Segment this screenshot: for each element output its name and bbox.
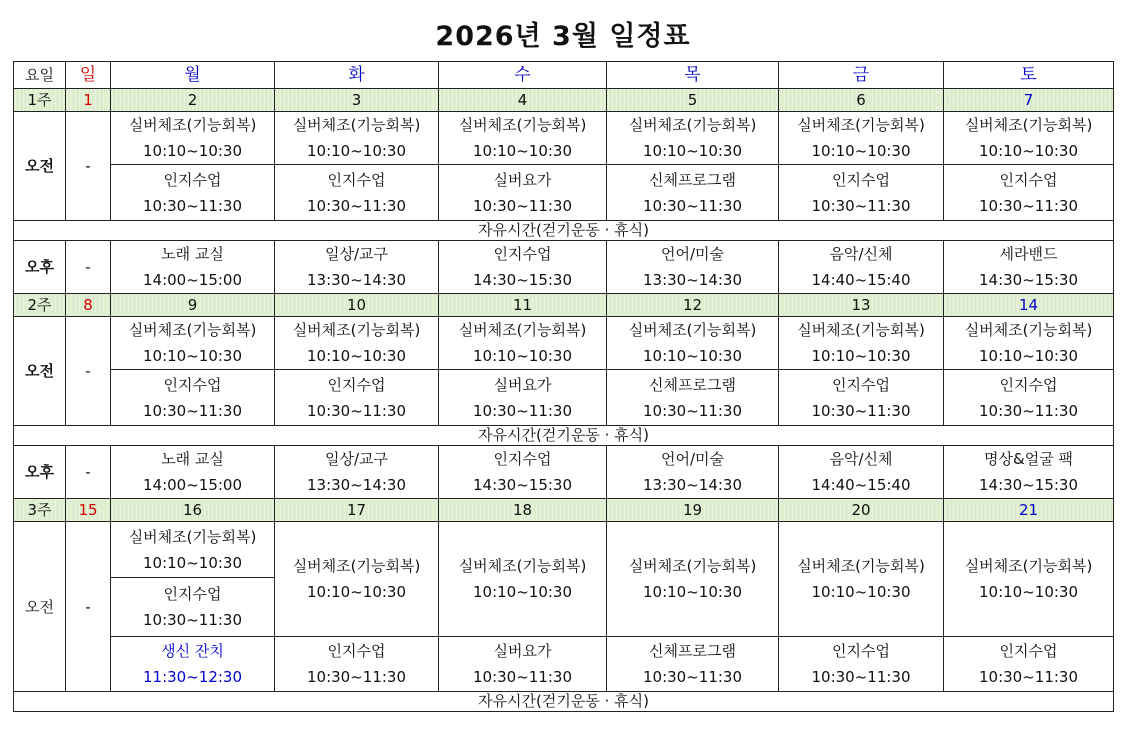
activity-cell: 세라밴드 14:30~15:30 — [944, 241, 1114, 294]
week-label: 3주 — [14, 499, 66, 522]
activity-cell: 인지수업 10:30~11:30 — [944, 165, 1114, 221]
free-time-row — [14, 692, 1114, 712]
activity-cell: 인지수업 10:30~11:30 — [275, 165, 439, 221]
date-cell: 9 — [111, 294, 275, 317]
free-time-label: 자유시간(걷기운동 · 휴식) — [14, 692, 1114, 712]
activity-cell: 실버체조(기능회복) 10:10~10:30 — [779, 317, 944, 370]
date-cell: 16 — [111, 499, 275, 522]
activity-cell: 실버체조(기능회복) 10:10~10:30 — [944, 317, 1114, 370]
activity-cell: 실버체조(기능회복) 10:10~10:30 — [275, 112, 439, 165]
activity-cell: 인지수업 10:30~11:30 — [944, 370, 1114, 426]
pm-row — [14, 446, 1114, 499]
pm-row — [14, 241, 1114, 294]
am-row-1 — [14, 522, 1114, 578]
activity-cell: 인지수업 10:30~11:30 — [111, 165, 275, 221]
date-cell: 10 — [275, 294, 439, 317]
free-time-label: 자유시간(걷기운동 · 휴식) — [14, 426, 1114, 446]
sunday-dash: - — [66, 446, 111, 499]
activity-cell: 실버요가 10:30~11:30 — [439, 637, 607, 692]
free-time-row — [14, 426, 1114, 446]
day-tue: 화 — [275, 62, 439, 89]
week-row — [14, 499, 1114, 522]
am-label: 오전 — [14, 317, 66, 426]
activity-cell: 인지수업 10:30~11:30 — [779, 165, 944, 221]
activity-cell: 실버요가 10:30~11:30 — [439, 370, 607, 426]
activity-cell: 실버체조(기능회복) 10:10~10:30 — [439, 522, 607, 637]
date-cell: 7 — [944, 89, 1114, 112]
activity-cell: 실버체조(기능회복) 10:10~10:30 — [275, 522, 439, 637]
sunday-dash: - — [66, 112, 111, 221]
am-row-1 — [14, 317, 1114, 370]
am-row-2 — [14, 370, 1114, 426]
week-label: 2주 — [14, 294, 66, 317]
activity-cell: 실버체조(기능회복) 10:10~10:30 — [111, 522, 275, 578]
activity-cell: 인지수업 14:30~15:30 — [439, 241, 607, 294]
day-thu: 목 — [607, 62, 779, 89]
week-label: 1주 — [14, 89, 66, 112]
day-sat: 토 — [944, 62, 1114, 89]
activity-cell: 실버체조(기능회복) 10:10~10:30 — [439, 317, 607, 370]
am-label: 오전 — [14, 522, 66, 692]
date-cell: 21 — [944, 499, 1114, 522]
activity-cell: 언어/미술 13:30~14:30 — [607, 241, 779, 294]
date-cell: 4 — [439, 89, 607, 112]
am-row-1 — [14, 112, 1114, 165]
free-time-label: 자유시간(걷기운동 · 휴식) — [14, 221, 1114, 241]
activity-cell: 음악/신체 14:40~15:40 — [779, 241, 944, 294]
activity-cell: 실버체조(기능회복) 10:10~10:30 — [111, 317, 275, 370]
date-cell: 6 — [779, 89, 944, 112]
activity-cell: 인지수업 10:30~11:30 — [779, 370, 944, 426]
activity-cell: 언어/미술 13:30~14:30 — [607, 446, 779, 499]
date-cell: 3 — [275, 89, 439, 112]
activity-cell: 인지수업 10:30~11:30 — [275, 637, 439, 692]
day-sun: 일 — [66, 62, 111, 89]
activity-cell: 실버체조(기능회복) 10:10~10:30 — [944, 112, 1114, 165]
date-cell: 5 — [607, 89, 779, 112]
date-cell: 1 — [66, 89, 111, 112]
birthday-party-cell: 생신 잔치 11:30~12:30 — [111, 637, 275, 692]
activity-cell: 인지수업 10:30~11:30 — [779, 637, 944, 692]
header-row — [14, 62, 1114, 89]
page-title: 2026년 3월 일정표 — [435, 21, 691, 52]
activity-cell: 신체프로그램 10:30~11:30 — [607, 165, 779, 221]
activity-cell: 명상&얼굴 팩 14:30~15:30 — [944, 446, 1114, 499]
activity-cell: 실버체조(기능회복) 10:10~10:30 — [275, 317, 439, 370]
activity-cell: 일상/교구 13:30~14:30 — [275, 446, 439, 499]
activity-cell: 신체프로그램 10:30~11:30 — [607, 637, 779, 692]
sunday-dash: - — [66, 522, 111, 692]
activity-cell: 신체프로그램 10:30~11:30 — [607, 370, 779, 426]
sunday-dash: - — [66, 317, 111, 426]
date-cell: 20 — [779, 499, 944, 522]
activity-cell: 실버체조(기능회복) 10:10~10:30 — [607, 112, 779, 165]
date-cell: 14 — [944, 294, 1114, 317]
date-cell: 8 — [66, 294, 111, 317]
activity-cell: 실버체조(기능회복) 10:10~10:30 — [607, 522, 779, 637]
activity-cell: 실버체조(기능회복) 10:10~10:30 — [779, 112, 944, 165]
header-label: 요일 — [14, 62, 66, 89]
date-cell: 12 — [607, 294, 779, 317]
am-label: 오전 — [14, 112, 66, 221]
free-time-row — [14, 221, 1114, 241]
activity-cell: 인지수업 10:30~11:30 — [111, 370, 275, 426]
date-cell: 13 — [779, 294, 944, 317]
activity-cell: 실버체조(기능회복) 10:10~10:30 — [944, 522, 1114, 637]
date-cell: 11 — [439, 294, 607, 317]
day-mon: 월 — [111, 62, 275, 89]
activity-cell: 실버체조(기능회복) 10:10~10:30 — [779, 522, 944, 637]
activity-cell: 실버체조(기능회복) 10:10~10:30 — [607, 317, 779, 370]
activity-cell: 일상/교구 13:30~14:30 — [275, 241, 439, 294]
week-row — [14, 294, 1114, 317]
date-cell: 2 — [111, 89, 275, 112]
sunday-dash: - — [66, 241, 111, 294]
activity-cell: 노래 교실 14:00~15:00 — [111, 241, 275, 294]
activity-cell: 음악/신체 14:40~15:40 — [779, 446, 944, 499]
week-row — [14, 89, 1114, 112]
am-row-2 — [14, 165, 1114, 221]
activity-cell: 인지수업 14:30~15:30 — [439, 446, 607, 499]
activity-cell: 인지수업 10:30~11:30 — [944, 637, 1114, 692]
pm-label: 오후 — [14, 241, 66, 294]
am-row-3 — [14, 637, 1114, 692]
activity-cell: 실버체조(기능회복) 10:10~10:30 — [111, 112, 275, 165]
activity-cell: 실버체조(기능회복) 10:10~10:30 — [439, 112, 607, 165]
date-cell: 18 — [439, 499, 607, 522]
activity-cell: 실버요가 10:30~11:30 — [439, 165, 607, 221]
day-wed: 수 — [439, 62, 607, 89]
date-cell: 19 — [607, 499, 779, 522]
schedule-table — [13, 61, 1114, 712]
activity-cell: 노래 교실 14:00~15:00 — [111, 446, 275, 499]
activity-cell: 인지수업 10:30~11:30 — [111, 578, 275, 637]
pm-label: 오후 — [14, 446, 66, 499]
activity-cell: 인지수업 10:30~11:30 — [275, 370, 439, 426]
day-fri: 금 — [779, 62, 944, 89]
date-cell: 17 — [275, 499, 439, 522]
date-cell: 15 — [66, 499, 111, 522]
